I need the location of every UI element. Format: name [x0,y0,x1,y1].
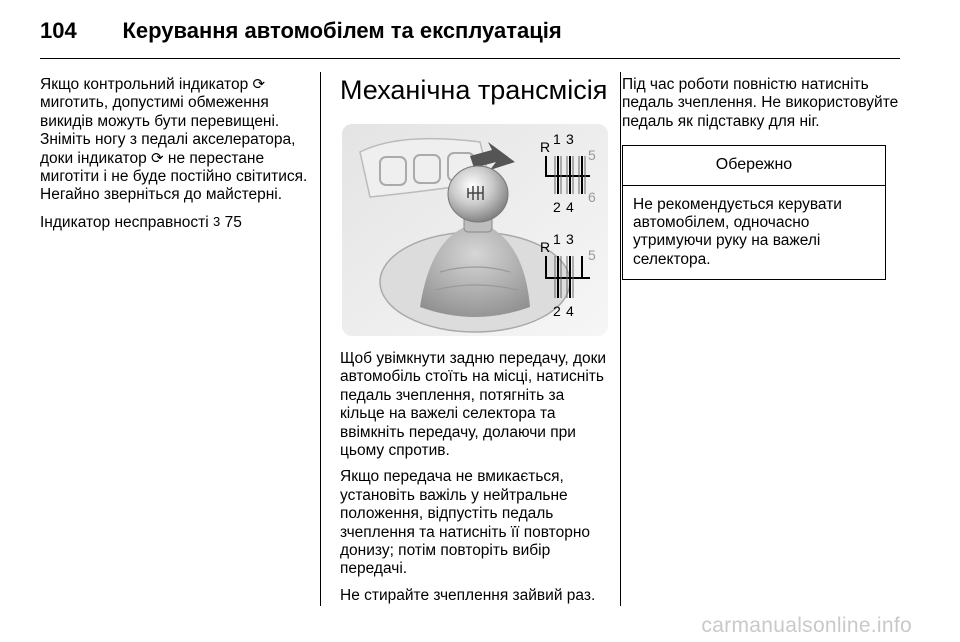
column-1 [40,76,308,240]
section-title: Механічна трансмісія [340,75,608,105]
gate-label-4: 4 [566,199,574,215]
clutch-pedal-paragraph: Під час роботи повністю натисніть педаль зчеплення. Не використовуйте педаль як підставку для ніг. [622,76,899,130]
gate-label-1: 1 [553,231,561,247]
watermark: carmanualsonline.info [701,614,912,637]
gate-label-4: 4 [566,303,574,319]
engine-indicator-icon: ⟳ [151,149,164,167]
gate-label-3: 3 [566,131,574,147]
column-3 [622,76,902,280]
emissions-paragraph: Якщо контрольний індикатор ⟳ миготить, допустимі обмеження викидів можуть бути перевищені. Зніміть ногу з педалі акселератора, доки індикатор ⟳ не перестане миготіти і не буде постійно світитися. Негайно зверніться до майстерні. [40,76,308,204]
page-number: 104 [40,18,77,43]
gate-label-r: R [540,239,551,255]
caution-text: Не рекомендується керувати автомобілем, одночасно утримуючи руку на важелі селектора. [633,195,842,268]
column-2 [340,74,610,613]
gate-label-3: 3 [566,231,574,247]
column-divider-2 [620,72,621,606]
chapter-title: Керування автомобілем та експлуатація [122,18,562,43]
gate-label-2: 2 [553,303,561,319]
gearshift-illustration [340,122,610,338]
caution-title: Обережно [623,146,885,185]
column-divider-1 [320,72,321,606]
gate-label-5: 5 [588,247,596,263]
gate-label-6: 6 [588,189,596,205]
reverse-gear-paragraph: Щоб увімкнути задню передачу, доки автомобіль стоїть на місці, натисніть педаль зчеплення, потягніть за кільце на важелі селектора та ввімкніть передачу, долаючи при цьому спротив. [340,350,607,460]
header-rule [40,58,900,59]
gate-label-2: 2 [553,199,561,215]
gate-label-5: 5 [588,147,596,163]
gate-label-1: 1 [553,131,561,147]
clutch-wear-paragraph: Не стирайте зчеплення зайвий раз. [340,586,596,604]
caution-box [622,145,886,280]
engine-indicator-icon: ⟳ [252,76,266,93]
malfunction-reference: Індикатор несправності 3 75 [40,213,242,231]
page-header [40,18,562,48]
gearshift-svg [340,122,610,338]
gear-not-engaging-paragraph: Якщо передача не вмикається, установіть важіль у нейтральне положення, відпустіть педаль зчеплення та натисніть її повторно донизу; потім повторіть вибір передачі. [340,468,591,578]
page-reference-icon: 3 [213,213,221,229]
gate-label-r: R [540,139,551,155]
